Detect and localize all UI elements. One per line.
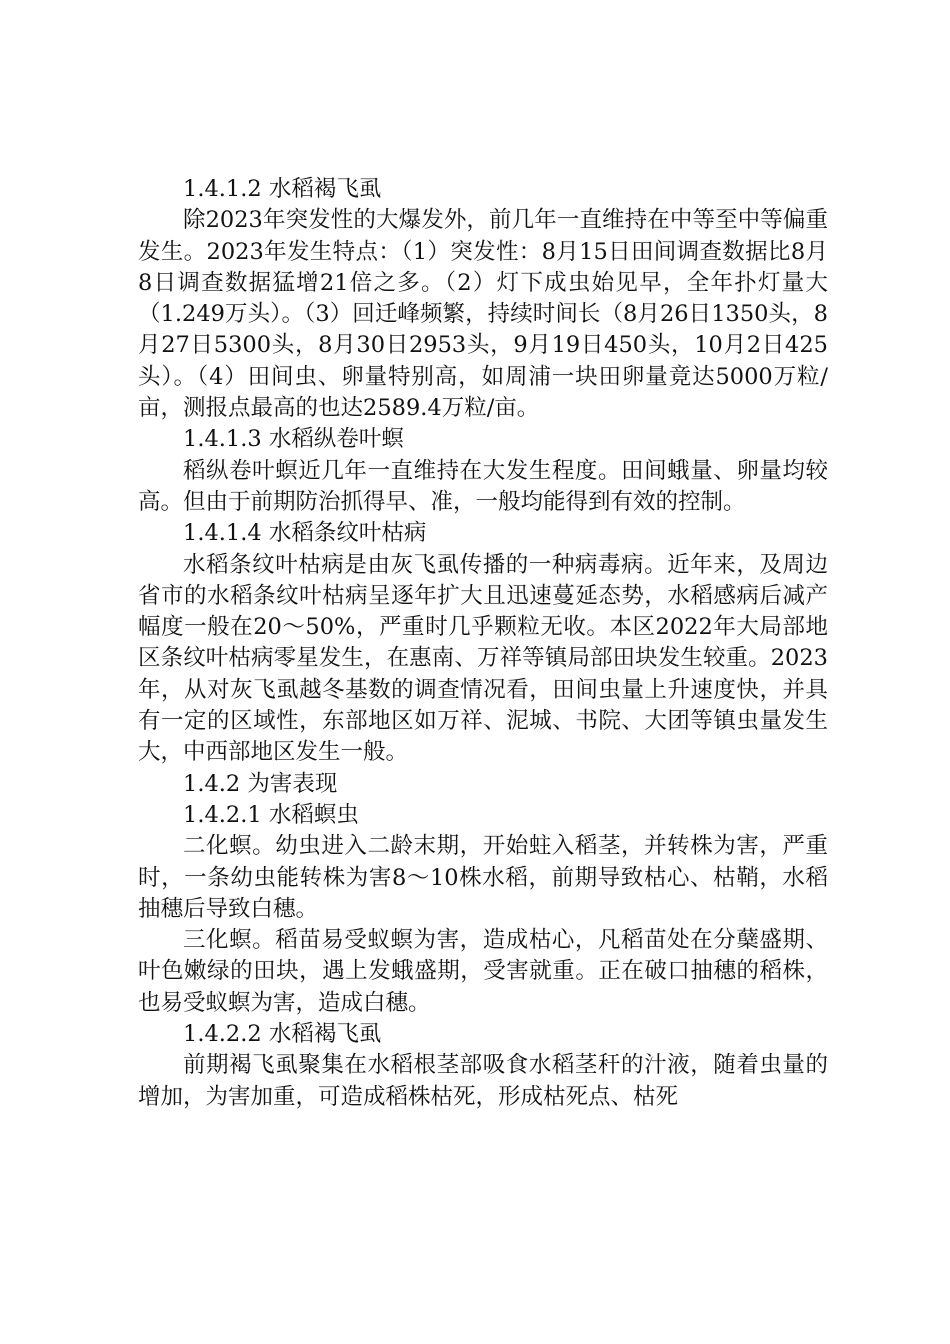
document-page xyxy=(138,174,828,1113)
paragraph-striped-stem-borer: 二化螟。幼虫进入二龄末期，开始蛀入稻茎，并转株为害，严重时，一条幼虫能转株为害8～10株水稻，前期导致枯心、枯鞘，水稻抽穗后导致白穗。 xyxy=(138,833,828,922)
section-heading-1-4-2: 1.4.2 为害表现 xyxy=(183,770,338,797)
section-heading-1-4-1-3: 1.4.1.3 水稻纵卷叶螟 xyxy=(183,426,404,453)
section-heading-1-4-1-2: 1.4.1.2 水稻褐飞虱 xyxy=(183,176,382,202)
section-heading-1-4-2-2: 1.4.2.2 水稻褐飞虱 xyxy=(183,1021,382,1048)
paragraph-brown-planthopper-features: 除2023年突发性的大爆发外，前几年一直维持在中等至中等偏重发生。2023年发生特点：（1）突发性：8月15日田间调查数据比8月8日调查数据猛增21倍之多。（2）灯下成虫始见早，全年扑灯量大（1.249万头）。（3）回迁峰频繁，持续时间长（8月26日1350头，8月27日5300头，8月30日2953头，9月19日450头，10月2日425头）。（4）田间虫、卵量特别高，如周浦一块田卵量竟达5000万粒/亩，测报点最高的也达2589.4万粒/亩。 xyxy=(138,207,828,422)
paragraph-yellow-stem-borer: 三化螟。稻苗易受蚁螟为害，造成枯心，凡稻苗处在分蘖盛期、叶色嫩绿的田块，遇上发蛾盛期，受害就重。正在破口抽穗的稻株，也易受蚁螟为害，造成白穗。 xyxy=(138,927,828,1016)
paragraph-leaf-roller: 稻纵卷叶螟近几年一直维持在大发生程度。田间蛾量、卵量均较高。但由于前期防治抓得早、准，一般均能得到有效的控制。 xyxy=(138,457,828,515)
paragraph-planthopper-damage: 前期褐飞虱聚集在水稻根茎部吸食水稻茎秆的汁液，随着虫量的增加，为害加重，可造成稻株枯死，形成枯死点、枯死 xyxy=(138,1052,828,1110)
paragraph-stripe-disease: 水稻条纹叶枯病是由灰飞虱传播的一种病毒病。近年来，及周边省市的水稻条纹叶枯病呈逐年扩大且迅速蔓延态势，水稻感病后减产幅度一般在20～50%，严重时几乎颗粒无收。本区2022年大局部地区条纹叶枯病零星发生，在惠南、万祥等镇局部田块发生较重。2023年，从对灰飞虱越冬基数的调查情况看，田间虫量上升速度快，并具有一定的区域性，东部地区如万祥、泥城、书院、大团等镇虫量发生大，中西部地区发生一般。 xyxy=(138,551,828,766)
section-heading-1-4-1-4: 1.4.1.4 水稻条纹叶枯病 xyxy=(183,520,427,547)
section-heading-1-4-2-1: 1.4.2.1 水稻螟虫 xyxy=(183,801,359,828)
